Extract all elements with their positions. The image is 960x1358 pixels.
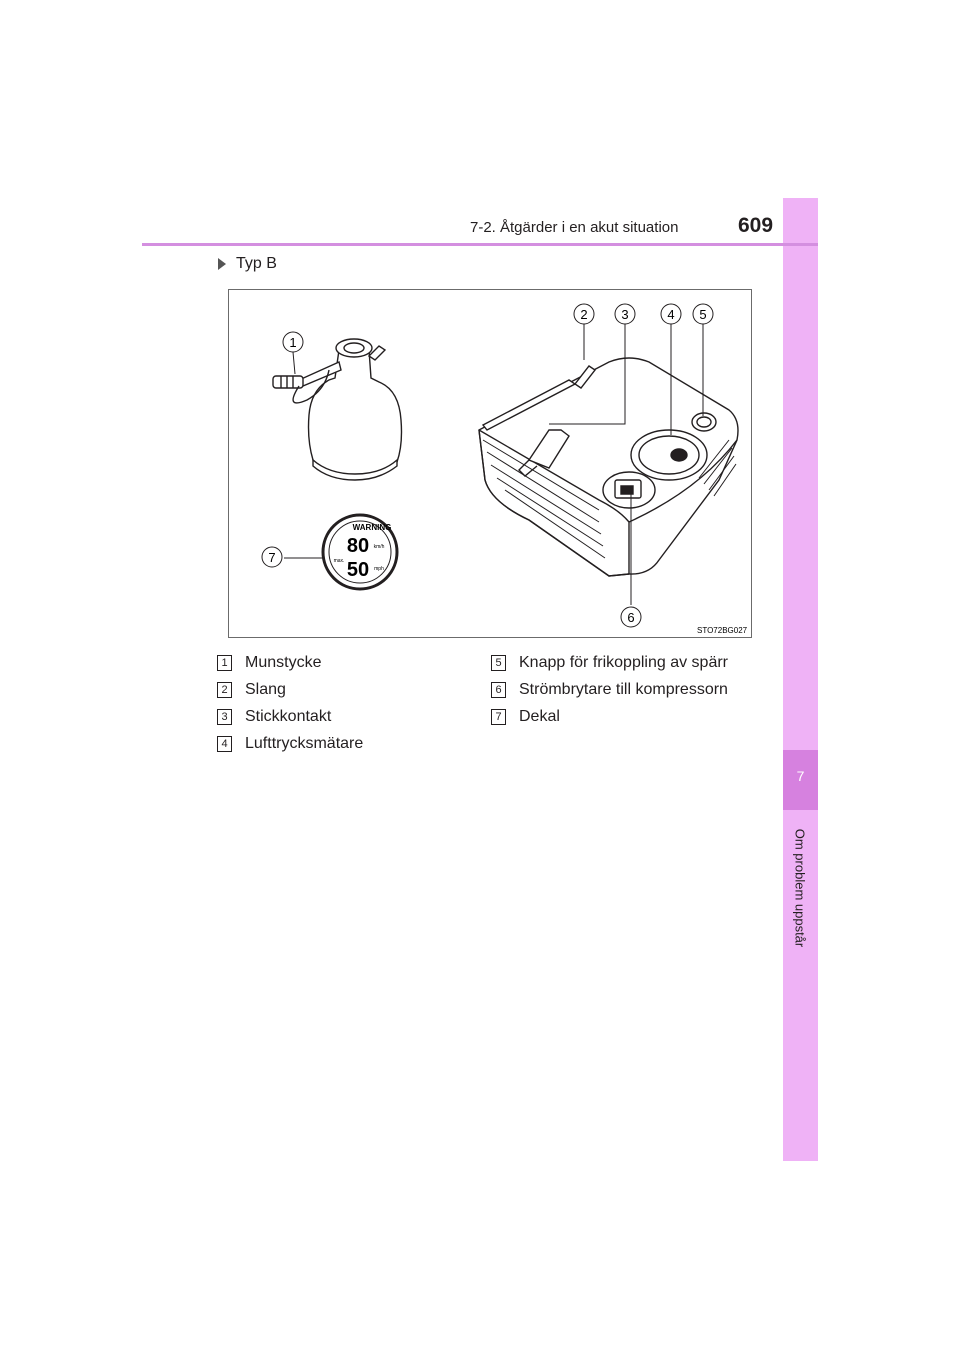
header-section-title: 7-2. Åtgärder i en akut situation — [470, 219, 679, 236]
svg-text:max.: max. — [333, 558, 345, 564]
svg-text:5: 5 — [699, 307, 707, 322]
legend-number-box: 4 — [217, 736, 232, 752]
legend-item-6 — [491, 681, 728, 699]
page-number: 609 — [738, 214, 774, 237]
svg-text:80: 80 — [346, 535, 370, 557]
sealant-bottle-illustration — [273, 339, 402, 480]
legend-label: Slang — [245, 681, 286, 698]
svg-text:mph: mph — [374, 566, 384, 572]
svg-text:7: 7 — [268, 550, 276, 565]
svg-text:km/h: km/h — [373, 544, 385, 550]
callout-7 — [262, 547, 282, 567]
legend-item-4 — [217, 735, 363, 753]
figure-code: STO72BG027 — [697, 626, 748, 635]
chapter-title: Om problem uppstår — [792, 828, 808, 948]
legend-label: Knapp för frikoppling av spärr — [519, 654, 728, 671]
legend-number-box: 7 — [491, 709, 506, 725]
subtype-label: Typ B — [236, 255, 277, 272]
callout-3 — [615, 304, 635, 324]
svg-text:WARNING: WARNING — [352, 523, 392, 532]
legend-number-box: 5 — [491, 655, 506, 671]
speed-warning-decal — [323, 515, 397, 589]
callout-1-label: 1 — [289, 335, 297, 350]
svg-text:4: 4 — [667, 307, 675, 322]
legend-number-box: 6 — [491, 682, 506, 698]
callout-6 — [621, 607, 641, 627]
svg-text:2: 2 — [580, 307, 588, 322]
legend-number-box: 3 — [217, 709, 232, 725]
legend-label: Lufttrycksmätare — [245, 735, 364, 752]
legend-label: Munstycke — [245, 654, 322, 671]
svg-text:3: 3 — [621, 307, 629, 322]
legend-item-1 — [217, 654, 321, 672]
triangle-bullet-icon — [218, 258, 226, 270]
legend-number-box: 1 — [217, 655, 232, 671]
legend-label: Strömbrytare till kompressorn — [519, 681, 728, 698]
legend-item-7 — [491, 708, 560, 726]
legend-label: Dekal — [519, 708, 560, 725]
compressor-illustration — [479, 358, 738, 576]
svg-text:50: 50 — [346, 559, 370, 581]
legend-item-3 — [217, 708, 331, 726]
svg-text:6: 6 — [627, 610, 635, 625]
figure-compressor-kit — [228, 289, 752, 638]
callout-5 — [693, 304, 713, 324]
subtype-heading — [218, 255, 277, 273]
side-tab — [783, 198, 818, 1161]
legend-label: Stickkontakt — [245, 708, 332, 725]
chapter-number: 7 — [796, 768, 805, 784]
callout-4 — [661, 304, 681, 324]
legend-number-box: 2 — [217, 682, 232, 698]
header-rule — [142, 243, 818, 246]
legend-item-2 — [217, 681, 286, 699]
legend-item-5 — [491, 654, 728, 672]
callout-2 — [574, 304, 594, 324]
